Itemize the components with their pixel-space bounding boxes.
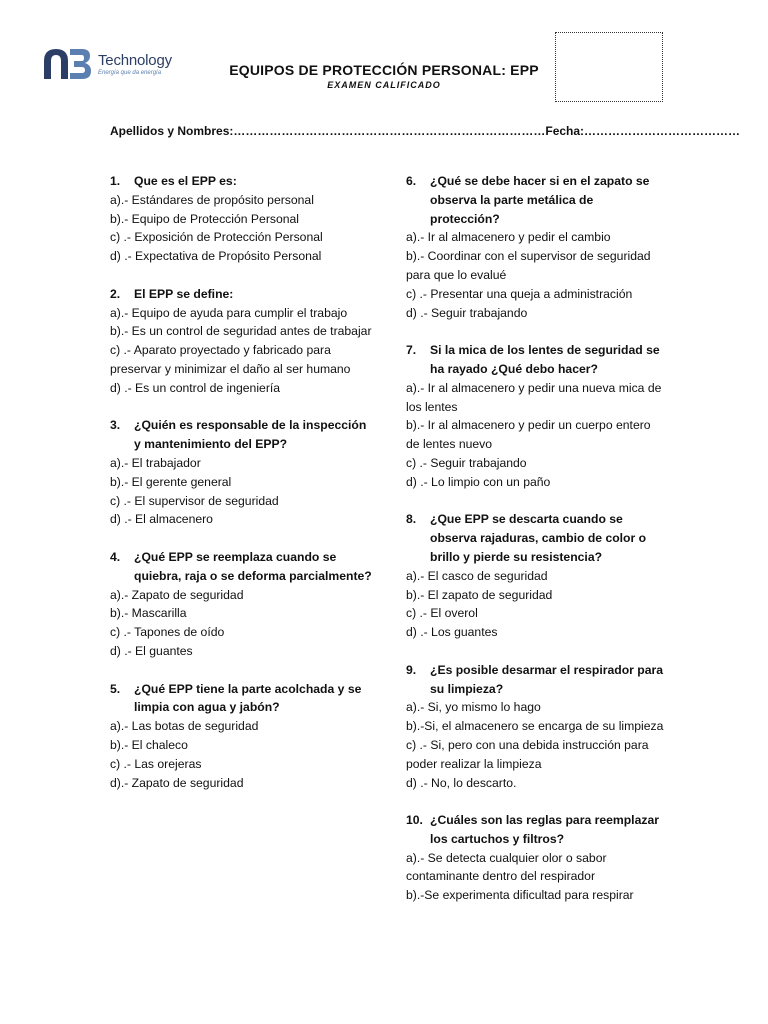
- question: [110, 680, 372, 793]
- question-heading: [406, 661, 664, 699]
- question-heading: [110, 416, 372, 454]
- question: [110, 416, 372, 529]
- answer-option: d).- Zapato de seguridad: [110, 775, 244, 790]
- question: [406, 510, 664, 642]
- answer-option: a).- Ir al almacenero y pedir el cambio: [406, 230, 611, 245]
- answer-option: c) .- El supervisor de seguridad: [110, 493, 279, 508]
- answer-option: a).- El casco de seguridad: [406, 568, 548, 583]
- answer-option: d) .- Es un control de ingeniería: [110, 380, 281, 395]
- answer-option: a).- Equipo de ayuda para cumplir el trabajo: [110, 305, 348, 320]
- question: [110, 548, 372, 661]
- answer-option: b).-Si, el almacenero se encarga de su limpieza: [406, 719, 664, 734]
- answer-option: c) .- Si, pero con una debida instrucción para poder realizar la limpieza: [406, 737, 649, 771]
- answer-option: d) .- No, lo descarto.: [406, 775, 517, 790]
- answer-option: c) .- Exposición de Protección Personal: [110, 230, 323, 245]
- question-number: 3.: [110, 418, 121, 433]
- answer-option: d) .- Seguir trabajando: [406, 305, 528, 320]
- document-subtitle: EXAMEN CALIFICADO: [327, 80, 441, 90]
- question-heading: [110, 285, 372, 304]
- answer-option: c) .- Presentar una queja a administración: [406, 286, 633, 301]
- question-number: 2.: [110, 286, 121, 301]
- question-heading: [110, 680, 372, 718]
- answer-option: c) .- Seguir trabajando: [406, 455, 527, 470]
- questions-left-column: [110, 172, 372, 811]
- question-text: El EPP se define:: [134, 286, 234, 301]
- question-number: 10.: [406, 813, 423, 828]
- question-number: 4.: [110, 549, 121, 564]
- answer-option: b).- El gerente general: [110, 474, 232, 489]
- question: [110, 285, 372, 398]
- question: [406, 811, 664, 905]
- questions-right-column: [406, 172, 664, 924]
- question: [406, 661, 664, 793]
- question-heading: [406, 811, 664, 849]
- question-number: 6.: [406, 174, 417, 188]
- question-text: ¿Que EPP se descarta cuando se observa rajaduras, cambio de color o brillo y pierde su resistencia?: [430, 512, 647, 564]
- answer-option: a).- Las botas de seguridad: [110, 719, 259, 734]
- question-text: ¿Qué se debe hacer si en el zapato se observa la parte metálica de protección?: [430, 174, 650, 226]
- question-text: ¿Cuáles son las reglas para reemplazar los cartuchos y filtros?: [430, 813, 659, 846]
- answer-option: d) .- Los guantes: [406, 625, 498, 640]
- answer-option: b).- Coordinar con el supervisor de seguridad para que lo evalué: [406, 249, 651, 282]
- answer-option: d) .- El guantes: [110, 643, 193, 658]
- answer-option: b).- Mascarilla: [110, 606, 187, 621]
- question-number: 5.: [110, 681, 121, 696]
- question-number: 9.: [406, 662, 417, 677]
- answer-option: a).- Si, yo mismo lo hago: [406, 700, 541, 715]
- question-text: Si la mica de los lentes de seguridad se ha rayado ¿Qué debo hacer?: [430, 343, 660, 376]
- question-text: ¿Qué EPP tiene la parte acolchada y se limpia con agua y jabón?: [134, 681, 362, 715]
- answer-option: c) .- Tapones de oído: [110, 625, 225, 640]
- answer-option: d) .- Expectativa de Propósito Personal: [110, 249, 322, 264]
- answer-option: b).- El zapato de seguridad: [406, 587, 553, 602]
- logo-tagline: Energía que da energía: [98, 70, 162, 76]
- question-text: ¿Quién es responsable de la inspección y mantenimiento del EPP?: [134, 418, 367, 452]
- question-number: 1.: [110, 174, 121, 188]
- question: [110, 172, 372, 266]
- answer-option: b).- El chaleco: [110, 737, 188, 752]
- answer-option: c) .- Las orejeras: [110, 756, 202, 771]
- answer-option: a).- Ir al almacenero y pedir una nueva mica de los lentes: [406, 380, 662, 414]
- answer-option: b).- Es un control de seguridad antes de trabajar: [110, 324, 372, 339]
- question-text: ¿Es posible desarmar el respirador para su limpieza?: [430, 662, 664, 696]
- question-text: ¿Qué EPP se reemplaza cuando se quiebra, raja o se deforma parcialmente?: [134, 549, 372, 583]
- answer-option: b).-Se experimenta dificultad para respirar: [406, 888, 634, 903]
- question: [406, 172, 664, 322]
- question-heading: [110, 172, 372, 191]
- document-title: EQUIPOS DE PROTECCIÓN PERSONAL: EPP: [229, 62, 539, 78]
- question-number: 8.: [406, 512, 417, 527]
- answer-option: a).- Zapato de seguridad: [110, 587, 244, 602]
- answer-option: d) .- El almacenero: [110, 512, 213, 527]
- answer-option: d) .- Lo limpio con un paño: [406, 474, 551, 489]
- answer-option: b).- Equipo de Protección Personal: [110, 211, 300, 226]
- question-text: Que es el EPP es:: [134, 174, 237, 188]
- grade-box: [555, 32, 663, 102]
- answer-option: c) .- El overol: [406, 606, 478, 621]
- name-date-line: Apellidos y Nombres:……………………………………………………………………Fecha:…………………………………: [110, 124, 741, 138]
- question-heading: [406, 510, 664, 566]
- question-heading: [406, 341, 664, 379]
- answer-option: a).- Estándares de propósito personal: [110, 192, 314, 207]
- question-number: 7.: [406, 343, 417, 358]
- answer-option: c) .- Aparato proyectado y fabricado para preservar y minimizar el daño al ser humano: [110, 343, 351, 376]
- question-heading: [110, 548, 372, 586]
- question: [406, 341, 664, 491]
- answer-option: a).- Se detecta cualquier olor o sabor contaminante dentro del respirador: [406, 850, 607, 884]
- answer-option: b).- Ir al almacenero y pedir un cuerpo entero de lentes nuevo: [406, 418, 651, 452]
- answer-option: a).- El trabajador: [110, 455, 201, 470]
- logo-name: Technology: [98, 52, 172, 69]
- question-heading: [406, 172, 664, 228]
